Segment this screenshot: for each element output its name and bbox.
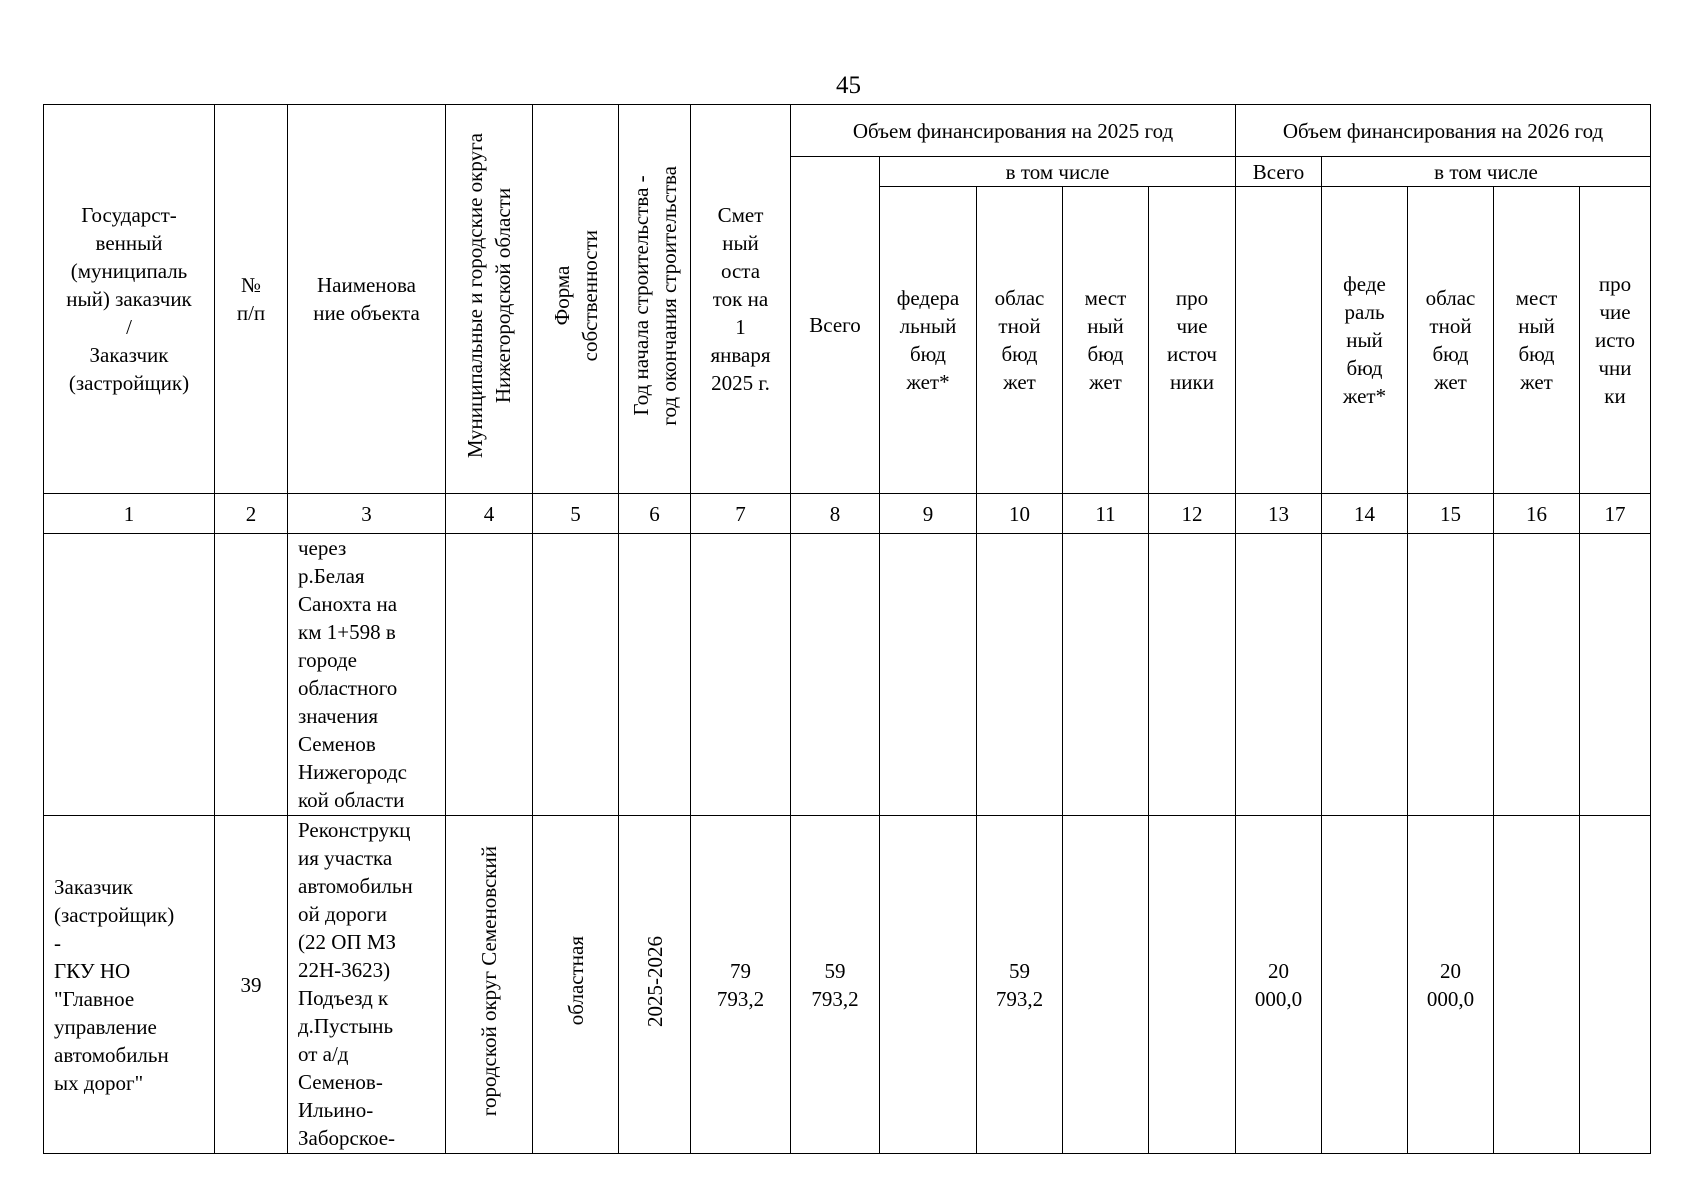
column-number: 16 (1494, 494, 1580, 534)
cell-customer (44, 534, 215, 816)
table-row (44, 816, 1651, 1154)
column-number: 2 (215, 494, 288, 534)
header-funding-2026: Объем финансирования на 2026 год (1236, 105, 1651, 157)
cell-years-wrap (619, 816, 691, 1154)
column-number: 6 (619, 494, 691, 534)
header-row-1 (44, 105, 1651, 157)
cell-local-2025 (1063, 816, 1149, 1154)
page-number: 45 (836, 72, 861, 99)
table-row (44, 534, 1651, 816)
column-number: 13 (1236, 494, 1322, 534)
header-total-2026: Всего (1236, 157, 1322, 187)
header-customer: Государст- венный (муниципаль ный) заказчик / Заказчик (застройщик) (44, 105, 215, 494)
cell-ownership: областная (563, 936, 588, 1026)
cell-other-2026 (1580, 816, 1651, 1154)
cell-local-2026 (1494, 534, 1580, 816)
cell-other-2025 (1149, 816, 1236, 1154)
cell-ownership (533, 534, 619, 816)
header-total-2026-empty (1236, 187, 1322, 494)
header-including-2025: в том числе (880, 157, 1236, 187)
column-number: 7 (691, 494, 791, 534)
cell-number: 39 (215, 816, 288, 1154)
header-number: № п/п (215, 105, 288, 494)
header-ownership-cell (533, 105, 619, 494)
column-number: 3 (288, 494, 446, 534)
header-including-2026: в том числе (1322, 157, 1651, 187)
cell-estimate: 79 793,2 (691, 816, 791, 1154)
header-other-2025: про чие источ ники (1149, 187, 1236, 494)
cell-regional-2025: 59 793,2 (977, 816, 1063, 1154)
cell-municipality: городской округ Семеновский (477, 845, 501, 1117)
header-years: Год начала строительства - год окончания строительства (628, 165, 681, 426)
cell-other-2025 (1149, 534, 1236, 816)
column-number: 1 (44, 494, 215, 534)
column-number: 17 (1580, 494, 1651, 534)
cell-ownership-wrap (533, 816, 619, 1154)
header-object-name: Наименова ние объекта (288, 105, 446, 494)
column-number: 12 (1149, 494, 1236, 534)
header-ownership: Форма собственности (549, 229, 602, 362)
header-total-2025: Всего (791, 157, 880, 494)
column-number: 8 (791, 494, 880, 534)
column-number: 14 (1322, 494, 1408, 534)
column-number: 5 (533, 494, 619, 534)
header-other-2026: про чие исто чни ки (1580, 187, 1651, 494)
cell-number (215, 534, 288, 816)
header-local-2025: мест ный бюд жет (1063, 187, 1149, 494)
cell-estimate (691, 534, 791, 816)
cell-regional-2025 (977, 534, 1063, 816)
column-number: 4 (446, 494, 533, 534)
cell-total-2025: 59 793,2 (791, 816, 880, 1154)
cell-total-2026: 20 000,0 (1236, 816, 1322, 1154)
header-municipality: Муниципальные и городские округа Нижегородской области (463, 132, 515, 459)
cell-years: 2025-2026 (642, 935, 667, 1027)
cell-federal-2025 (880, 534, 977, 816)
funding-table (43, 104, 1651, 1154)
header-regional-2026: облас тной бюд жет (1408, 187, 1494, 494)
cell-other-2026 (1580, 534, 1651, 816)
cell-regional-2026: 20 000,0 (1408, 816, 1494, 1154)
cell-customer: Заказчик (застройщик) - ГКУ НО "Главное управление автомобильн ых дорог" (44, 816, 215, 1154)
header-regional-2025: облас тной бюд жет (977, 187, 1063, 494)
cell-years (619, 534, 691, 816)
header-local-2026: мест ный бюд жет (1494, 187, 1580, 494)
header-municipality-cell (446, 105, 533, 494)
cell-local-2026 (1494, 816, 1580, 1154)
cell-federal-2026 (1322, 816, 1408, 1154)
column-number: 11 (1063, 494, 1149, 534)
cell-object-name: через р.Белая Санохта на км 1+598 в городе областного значения Семенов Нижегородс кой области (288, 534, 446, 816)
cell-municipality (446, 534, 533, 816)
header-federal-2025: федера льный бюд жет* (880, 187, 977, 494)
header-federal-2026: феде раль ный бюд жет* (1322, 187, 1408, 494)
cell-federal-2025 (880, 816, 977, 1154)
cell-total-2026 (1236, 534, 1322, 816)
header-years-cell (619, 105, 691, 494)
column-number-row (44, 494, 1651, 534)
column-number: 10 (977, 494, 1063, 534)
cell-total-2025 (791, 534, 880, 816)
cell-municipality-wrap (446, 816, 533, 1154)
header-funding-2025: Объем финансирования на 2025 год (791, 105, 1236, 157)
column-number: 15 (1408, 494, 1494, 534)
column-number: 9 (880, 494, 977, 534)
cell-local-2025 (1063, 534, 1149, 816)
cell-regional-2026 (1408, 534, 1494, 816)
cell-federal-2026 (1322, 534, 1408, 816)
header-estimate: Смет ный оста ток на 1 января 2025 г. (691, 105, 791, 494)
cell-object-name: Реконструкц ия участка автомобильн ой дороги (22 ОП МЗ 22Н-3623) Подъезд к д.Пустынь от а/д Семенов- Ильино- Заборское- (288, 816, 446, 1154)
